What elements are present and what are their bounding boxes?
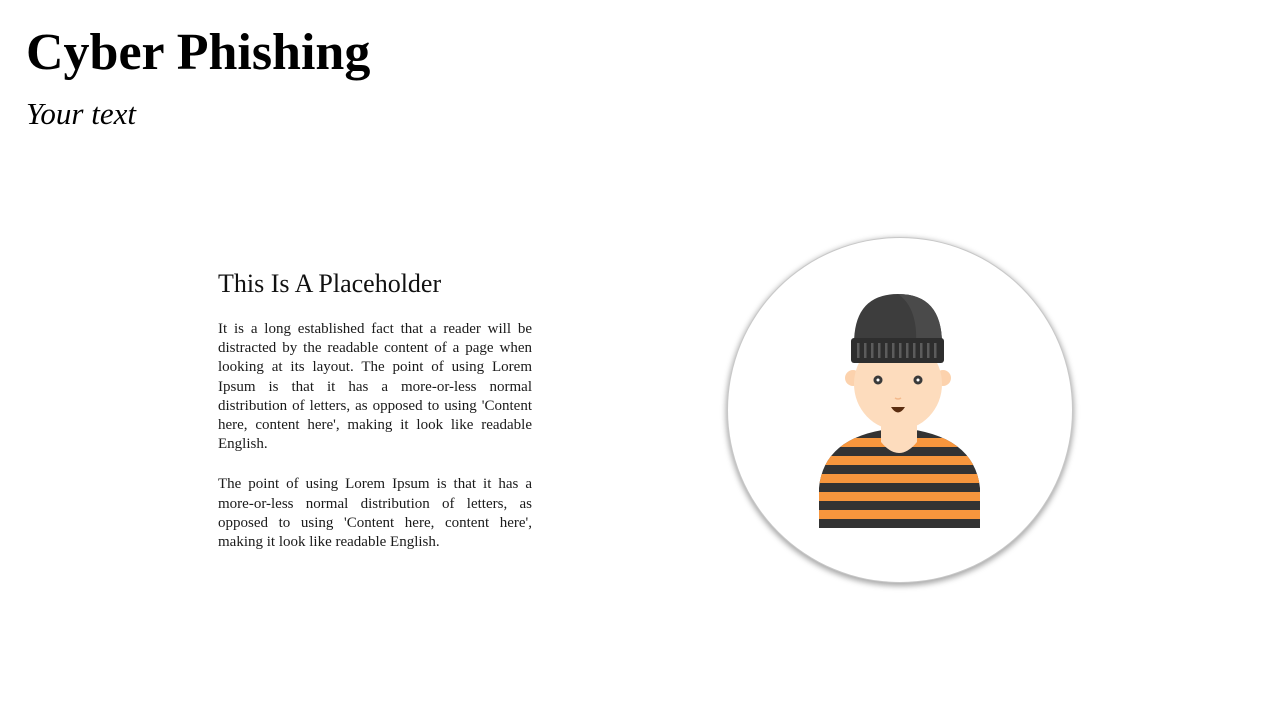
slide-subtitle: Your text xyxy=(26,96,136,131)
content-block xyxy=(218,268,532,573)
content-paragraph-2: The point of using Lorem Ipsum is that it has a more-or-less normal distribution of letters, as opposed to using 'Content here, content here', making it look like readable English. xyxy=(218,476,532,551)
avatar-circle xyxy=(728,238,1072,582)
content-heading: This Is A Placeholder xyxy=(218,269,442,298)
hacker-avatar-icon xyxy=(728,238,1072,582)
slide-title: Cyber Phishing xyxy=(26,24,371,81)
content-paragraph-1: It is a long established fact that a reader will be distracted by the readable content of a page when looking at its layout. The point of using Lorem Ipsum is that it has a more-or-less normal distribution of letters, as opposed to using 'Content here, content here', making it look like readable English. xyxy=(218,321,532,453)
